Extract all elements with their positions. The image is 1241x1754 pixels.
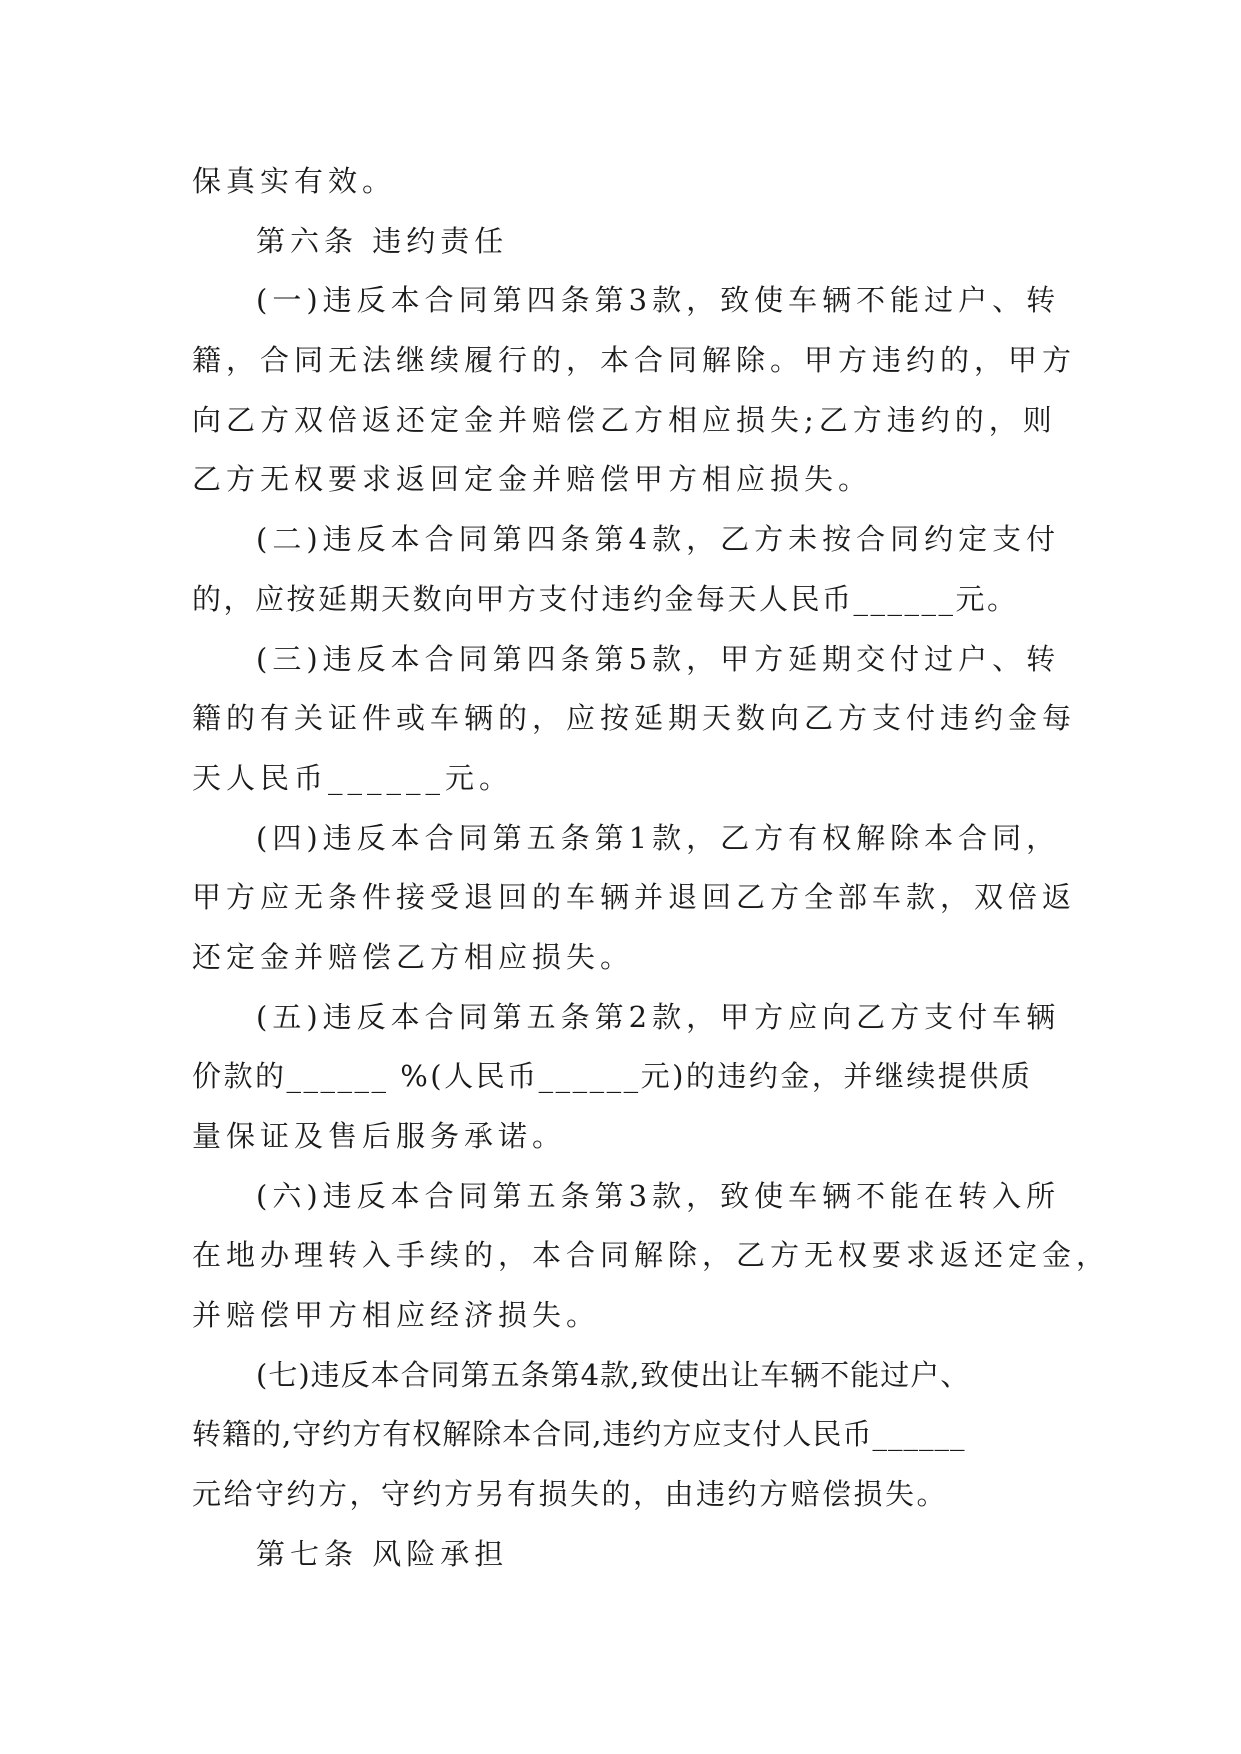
paragraph-line: 的，应按延期天数向甲方支付违约金每天人民币______元。 <box>192 581 1019 616</box>
paragraph-line: 天人民币______元。 <box>192 760 514 795</box>
paragraph-line: 保真实有效。 <box>192 164 397 198</box>
paragraph-line: 元给守约方，守约方另有损失的，由违约方赔偿损失。 <box>192 1477 949 1512</box>
paragraph-line: (四)违反本合同第五条第1款，乙方有权解除本合同， <box>256 820 1061 855</box>
paragraph-line: 转籍的,守约方有权解除本合同,违约方应支付人民币______ <box>192 1417 966 1452</box>
paragraph-line: 在地办理转入手续的，本合同解除，乙方无权要求返还定金， <box>192 1238 1111 1273</box>
section-heading-article-7: 第七条 风险承担 <box>256 1536 509 1571</box>
paragraph-line: 甲方应无条件接受退回的车辆并退回乙方全部车款，双倍返 <box>192 880 1077 915</box>
contract-text <box>192 152 1111 1585</box>
paragraph-line: 向乙方双倍返还定金并赔偿乙方相应损失;乙方违约的，则 <box>192 402 1057 437</box>
paragraph-line: (三)违反本合同第四条第5款，甲方延期交付过户、转 <box>256 641 1061 676</box>
paragraph-line: (七)违反本合同第五条第4款,致使出让车辆不能过户、 <box>256 1357 971 1392</box>
paragraph-line: (二)违反本合同第四条第4款，乙方未按合同约定支付 <box>256 522 1061 557</box>
paragraph-line: 价款的______ %(人民币______元)的违约金，并继续提供质 <box>192 1059 1033 1094</box>
paragraph-line: 还定金并赔偿乙方相应损失。 <box>192 939 635 974</box>
section-heading-article-6: 第六条 违约责任 <box>256 223 509 258</box>
paragraph-line: 乙方无权要求返回定金并赔偿甲方相应损失。 <box>192 462 873 497</box>
paragraph-line: (一)违反本合同第四条第3款，致使车辆不能过户、转 <box>256 283 1061 318</box>
paragraph-line: (五)违反本合同第五条第2款，甲方应向乙方支付车辆 <box>256 999 1061 1034</box>
paragraph-line: 量保证及售后服务承诺。 <box>192 1119 567 1153</box>
paragraph-line: 籍的有关证件或车辆的，应按延期天数向乙方支付违约金每 <box>192 701 1077 736</box>
paragraph-line: 并赔偿甲方相应经济损失。 <box>192 1298 601 1333</box>
paragraph-line: 籍，合同无法继续履行的，本合同解除。甲方违约的，甲方 <box>192 343 1077 378</box>
paragraph-line: (六)违反本合同第五条第3款，致使车辆不能在转入所 <box>256 1178 1061 1213</box>
